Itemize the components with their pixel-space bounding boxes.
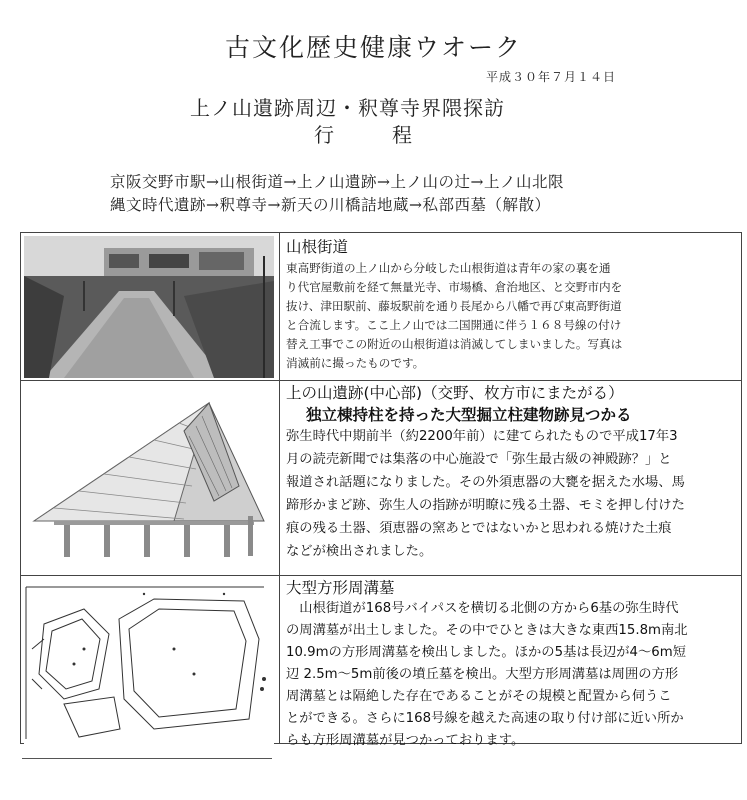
page-title: 古文化歴史健康ウオーク — [224, 33, 522, 62]
section-row-ruins — [21, 381, 741, 576]
text-line: り代官屋敷前を経て無量光寺、市場橋、倉治地区、と交野市内を — [286, 280, 623, 294]
route-line-2: 縄文時代遺跡→釈尊寺→新天の川橋詰地蔵→私部西墓（解散） — [110, 196, 551, 214]
text-line: 蹄形かまど跡、弥生人の指跡が明瞭に残る土器、モミを押し付けた — [286, 498, 685, 513]
text-line: の周溝墓が出土しました。その中でひときは大きな東西15.8m南北 — [286, 623, 688, 638]
text-line: 替え工事でこの附近の山根街道は消滅してしまいました。写真は — [286, 337, 623, 351]
text-line: などが検出されました。 — [286, 544, 433, 559]
section-row-yamane — [21, 233, 741, 381]
text-line: 辺 2.5m～5m前後の墳丘墓を検出。大型方形周溝墓は周囲の方形 — [286, 667, 679, 682]
section-body-yamane — [286, 259, 735, 373]
footer-rule — [22, 758, 272, 759]
section-heading-ruins: 上の山遺跡(中心部)（交野、枚方市にまたがる） — [286, 384, 624, 402]
itinerary-heading — [314, 119, 412, 148]
section-body-ruins — [286, 425, 735, 563]
route-line-1: 京阪交野市駅→山根街道→上ノ山遺跡→上ノ山の辻→上ノ山北限 — [110, 173, 564, 191]
section-heading-tomb: 大型方形周溝墓 — [286, 579, 395, 597]
section-subheading-ruins: 独立棟持柱を持った大型掘立柱建物跡見つかる — [306, 406, 632, 424]
excavation-site-map — [24, 579, 274, 748]
text-line: 報道され話題になりました。その外須恵器の大甕を据えた水場、馬 — [286, 475, 685, 490]
text-line: 弥生時代中期前半（約2200年前）に建てられたもので平成17年3 — [286, 429, 678, 444]
text-line: 抜け、津田駅前、藤坂駅前を通り長尾から八幡で再び東高野街道 — [286, 299, 622, 313]
text-line: らも方形周溝墓が見つかっております。 — [286, 733, 525, 748]
section-body-tomb — [286, 598, 735, 752]
section-heading-yamane: 山根街道 — [286, 238, 349, 256]
building-reconstruction-illustration — [24, 391, 274, 570]
page-subtitle: 上ノ山遺跡周辺・釈尊寺界隈探訪 — [190, 96, 505, 120]
text-line: 東高野街道の上ノ山から分岐した山根街道は青年の家の裏を通 — [286, 261, 611, 275]
text-line: 消滅前に撮ったものです。 — [286, 356, 425, 370]
text-line: 10.9mの方形周溝墓を検出しました。ほかの5基は長辺が4～6m短 — [286, 645, 687, 660]
itinerary-char-2: 程 — [392, 123, 412, 147]
text-line: 痕の残る土器、須恵器の窯あとではないかと思われる焼けた土痕 — [286, 521, 672, 536]
text-line: と合流します。ここ上ノ山では二国開通に伴う１６８号線の付け — [286, 318, 622, 332]
section-row-tomb — [21, 576, 741, 748]
text-line: とができる。さらに168号線を越えた高速の取り付け部に近い所か — [286, 711, 684, 726]
text-line: 周溝墓とは隔絶した存在であることがその規模と配置から伺うこ — [286, 689, 672, 704]
road-photo — [24, 236, 274, 382]
info-table — [20, 232, 742, 748]
text-line: 山根街道が168号バイパスを横切る北側の方から6基の弥生時代 — [286, 601, 679, 616]
document-date: 平成３０年７月１４日 — [486, 70, 617, 84]
itinerary-char-1: 行 — [314, 123, 334, 147]
text-line: 月の読売新聞では集落の中心施設で「弥生最古級の神殿跡？」と — [286, 452, 672, 467]
